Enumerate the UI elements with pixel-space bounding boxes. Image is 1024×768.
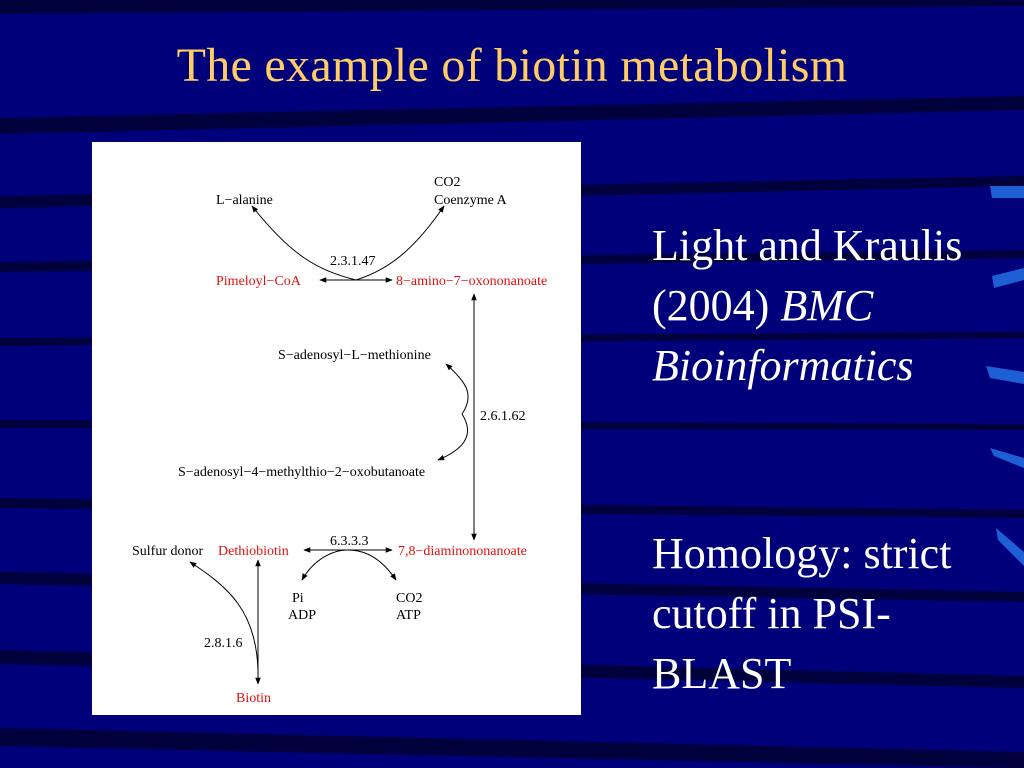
compound-biotin: Biotin: [236, 691, 272, 706]
compound-co2-bottom: CO2: [396, 591, 423, 606]
pathway-svg: [92, 142, 581, 715]
slide-title: The example of biotin metabolism: [176, 39, 848, 92]
reference-citation: [652, 276, 1024, 336]
compound-atp: ATP: [396, 608, 421, 623]
reference-journal-part1: BMC: [780, 281, 874, 330]
reaction-3-side-left: [302, 550, 348, 580]
reaction-3-side-right: [348, 550, 396, 580]
compound-methylthio-oxobutanoate: S−adenosyl−4−methylthio−2−oxobutanoate: [178, 465, 426, 480]
homology-note-line-3: BLAST: [652, 649, 792, 698]
enzyme-label-2: 2.6.1.62: [480, 409, 526, 424]
homology-note: [652, 524, 1024, 704]
reference-authors: Light and Kraulis: [652, 221, 963, 270]
compound-7-8-diaminononanoate: 7,8−diaminononanoate: [398, 544, 527, 559]
compound-s-adenosyl-l-methionine: S−adenosyl−L−methionine: [278, 348, 431, 363]
reaction-4-side: [190, 562, 258, 670]
compound-adp: ADP: [288, 608, 317, 623]
compound-co2-top: CO2: [434, 175, 461, 190]
reference-text: [652, 216, 1024, 396]
enzyme-label-4: 2.8.1.6: [204, 636, 243, 651]
reference-year: (2004): [652, 281, 770, 330]
homology-note-line-2: cutoff in PSI-: [652, 589, 891, 638]
reaction-2-side-bottom: [438, 414, 468, 460]
homology-note-line-1: Homology: strict: [652, 529, 952, 578]
compound-dethiobiotin: Dethiobiotin: [218, 544, 289, 559]
compound-l-alanine: L−alanine: [216, 193, 273, 208]
compound-coenzyme-a: Coenzyme A: [434, 193, 507, 208]
compound-pimeloyl-coa: Pimeloyl−CoA: [216, 274, 301, 289]
reference-journal-part2: Bioinformatics: [652, 341, 914, 390]
compound-8-amino-7-oxononanoate: 8−amino−7−oxononanoate: [396, 274, 548, 289]
compound-pi: Pi: [292, 591, 304, 606]
compound-sulfur-donor: Sulfur donor: [132, 544, 204, 559]
enzyme-label-1: 2.3.1.47: [330, 254, 376, 269]
enzyme-label-3: 6.3.3.3: [330, 534, 369, 549]
reaction-2-side-top: [446, 364, 468, 414]
biotin-pathway-diagram: [92, 142, 581, 715]
